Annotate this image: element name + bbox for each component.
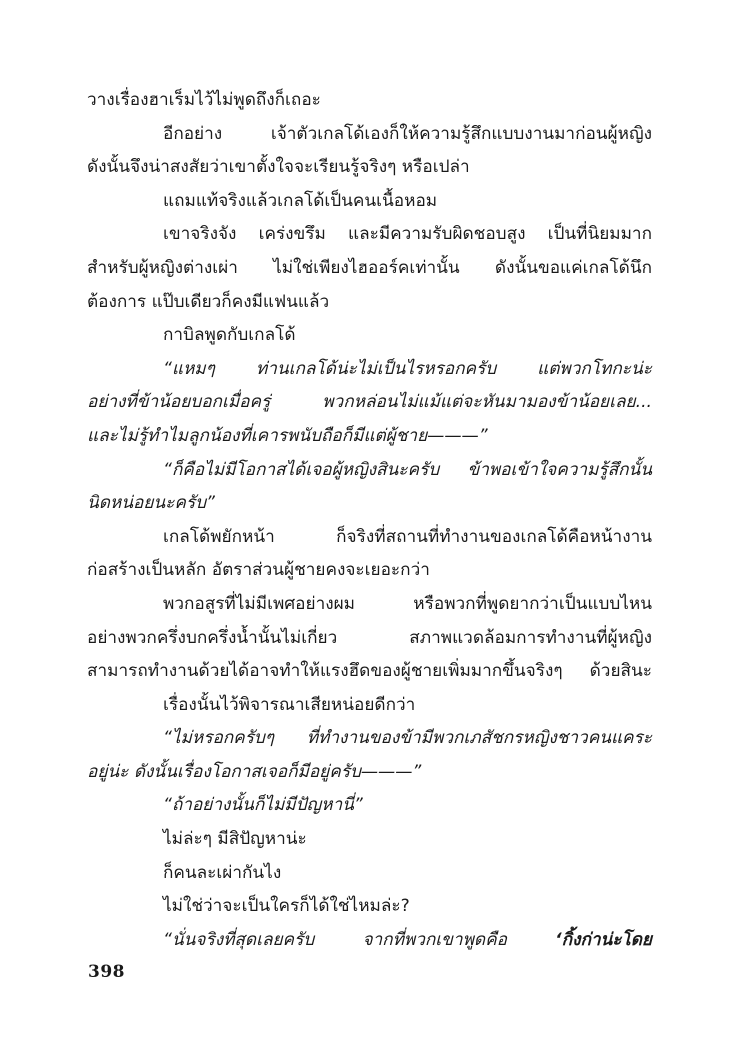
text-line: “ไม่หรอกครับๆ ที่ทำงานของข้ามีพวกเภสัชกรหญิงชาวคนแคระ	[163, 728, 652, 749]
text-line: เกลโด้พยักหน้า ก็จริงที่สถานที่ทำงานของเกลโด้คือหน้างาน	[163, 526, 652, 547]
text-line: “ก็คือไม่มีโอกาสได้เจอผู้หญิงสินะครับ ข้าพอเข้าใจความรู้สึกนั้น	[163, 459, 652, 480]
text-line: ไม่ใช่ว่าจะเป็นใครก็ได้ใช่ไหมล่ะ?	[163, 896, 410, 917]
text-line: อยู่น่ะ ดังนั้นเรื่องโอกาสเจอก็มีอยู่ครับ———”	[87, 761, 422, 782]
text-line: ไม่ล่ะๆ มีสิปัญหาน่ะ	[163, 829, 307, 850]
text-line: “แหมๆ ท่านเกลโด้น่ะไม่เป็นไรหรอกครับ แต่พวกโทกะน่ะ	[163, 358, 652, 379]
text-line: เรื่องนั้นไว้พิจารณาเสียหน่อยดีกว่า	[163, 694, 416, 715]
text-line: สำหรับผู้หญิงต่างเผ่า ไม่ใช่เพียงไฮออร์คเท่านั้น ดังนั้นขอแค่เกลโด้นึก	[87, 257, 652, 278]
text-line: วางเรื่องฮาเร็มไว้ไม่พูดถึงก็เถอะ	[87, 90, 321, 110]
text-line: อย่างที่ข้าน้อยบอกเมื่อครู่ พวกหล่อนไม่แม้แต่จะหันมามองข้าน้อยเลย...	[87, 392, 652, 413]
text-line: ก่อสร้างเป็นหลัก อัตราส่วนผู้ชายคงจะเยอะกว่า	[87, 560, 430, 581]
text-line-last-bold: ‘กิ้งก่าน่ะโดย	[555, 930, 652, 950]
text-line: อย่างพวกครึ่งบกครึ่งน้ำนั้นไม่เกี่ยว สภาพแวดล้อมการทำงานที่ผู้หญิง	[87, 627, 652, 648]
text-line: กาบิลพูดกับเกลโด้	[163, 325, 296, 346]
text-line-last-regular: “นั่นจริงที่สุดเลยครับ จากที่พวกเขาพูดคือ	[163, 930, 556, 950]
text-line: นิดหน่อยนะครับ”	[87, 493, 215, 514]
text-line: แถมแท้จริงแล้วเกลโด้เป็นคนเนื้อหอม	[163, 190, 438, 211]
text-line: ก็คนละเผ่ากันไง	[163, 862, 282, 883]
page-number: 398	[88, 962, 125, 982]
text-line: ดังนั้นจึงน่าสงสัยว่าเขาตั้งใจจะเรียนรู้จริงๆ หรือเปล่า	[87, 157, 470, 178]
text-line: “ถ้าอย่างนั้นก็ไม่มีปัญหานี่”	[163, 795, 363, 816]
text-line: ต้องการ แป๊บเดียวก็คงมีแฟนแล้ว	[87, 291, 330, 312]
body-text	[87, 84, 652, 924]
text-line: และไม่รู้ทำไมลูกน้องที่เคารพนับถือก็มีแต่ผู้ชาย———”	[87, 425, 488, 446]
text-line: สามารถทำงานด้วยได้อาจทำให้แรงฮึดของผู้ชายเพิ่มมากขึ้นจริงๆ ด้วยสินะ	[87, 661, 652, 682]
text-line: พวกอสูรที่ไม่มีเพศอย่างผม หรือพวกที่พูดยากว่าเป็นแบบไหน	[163, 593, 652, 614]
text-line: อีกอย่าง เจ้าตัวเกลโด้เองก็ให้ความรู้สึกแบบงานมาก่อนผู้หญิง	[163, 123, 652, 144]
text-line: เขาจริงจัง เคร่งขรึม และมีความรับผิดชอบสูง เป็นที่นิยมมาก	[163, 224, 652, 245]
text-line-last	[87, 924, 652, 958]
